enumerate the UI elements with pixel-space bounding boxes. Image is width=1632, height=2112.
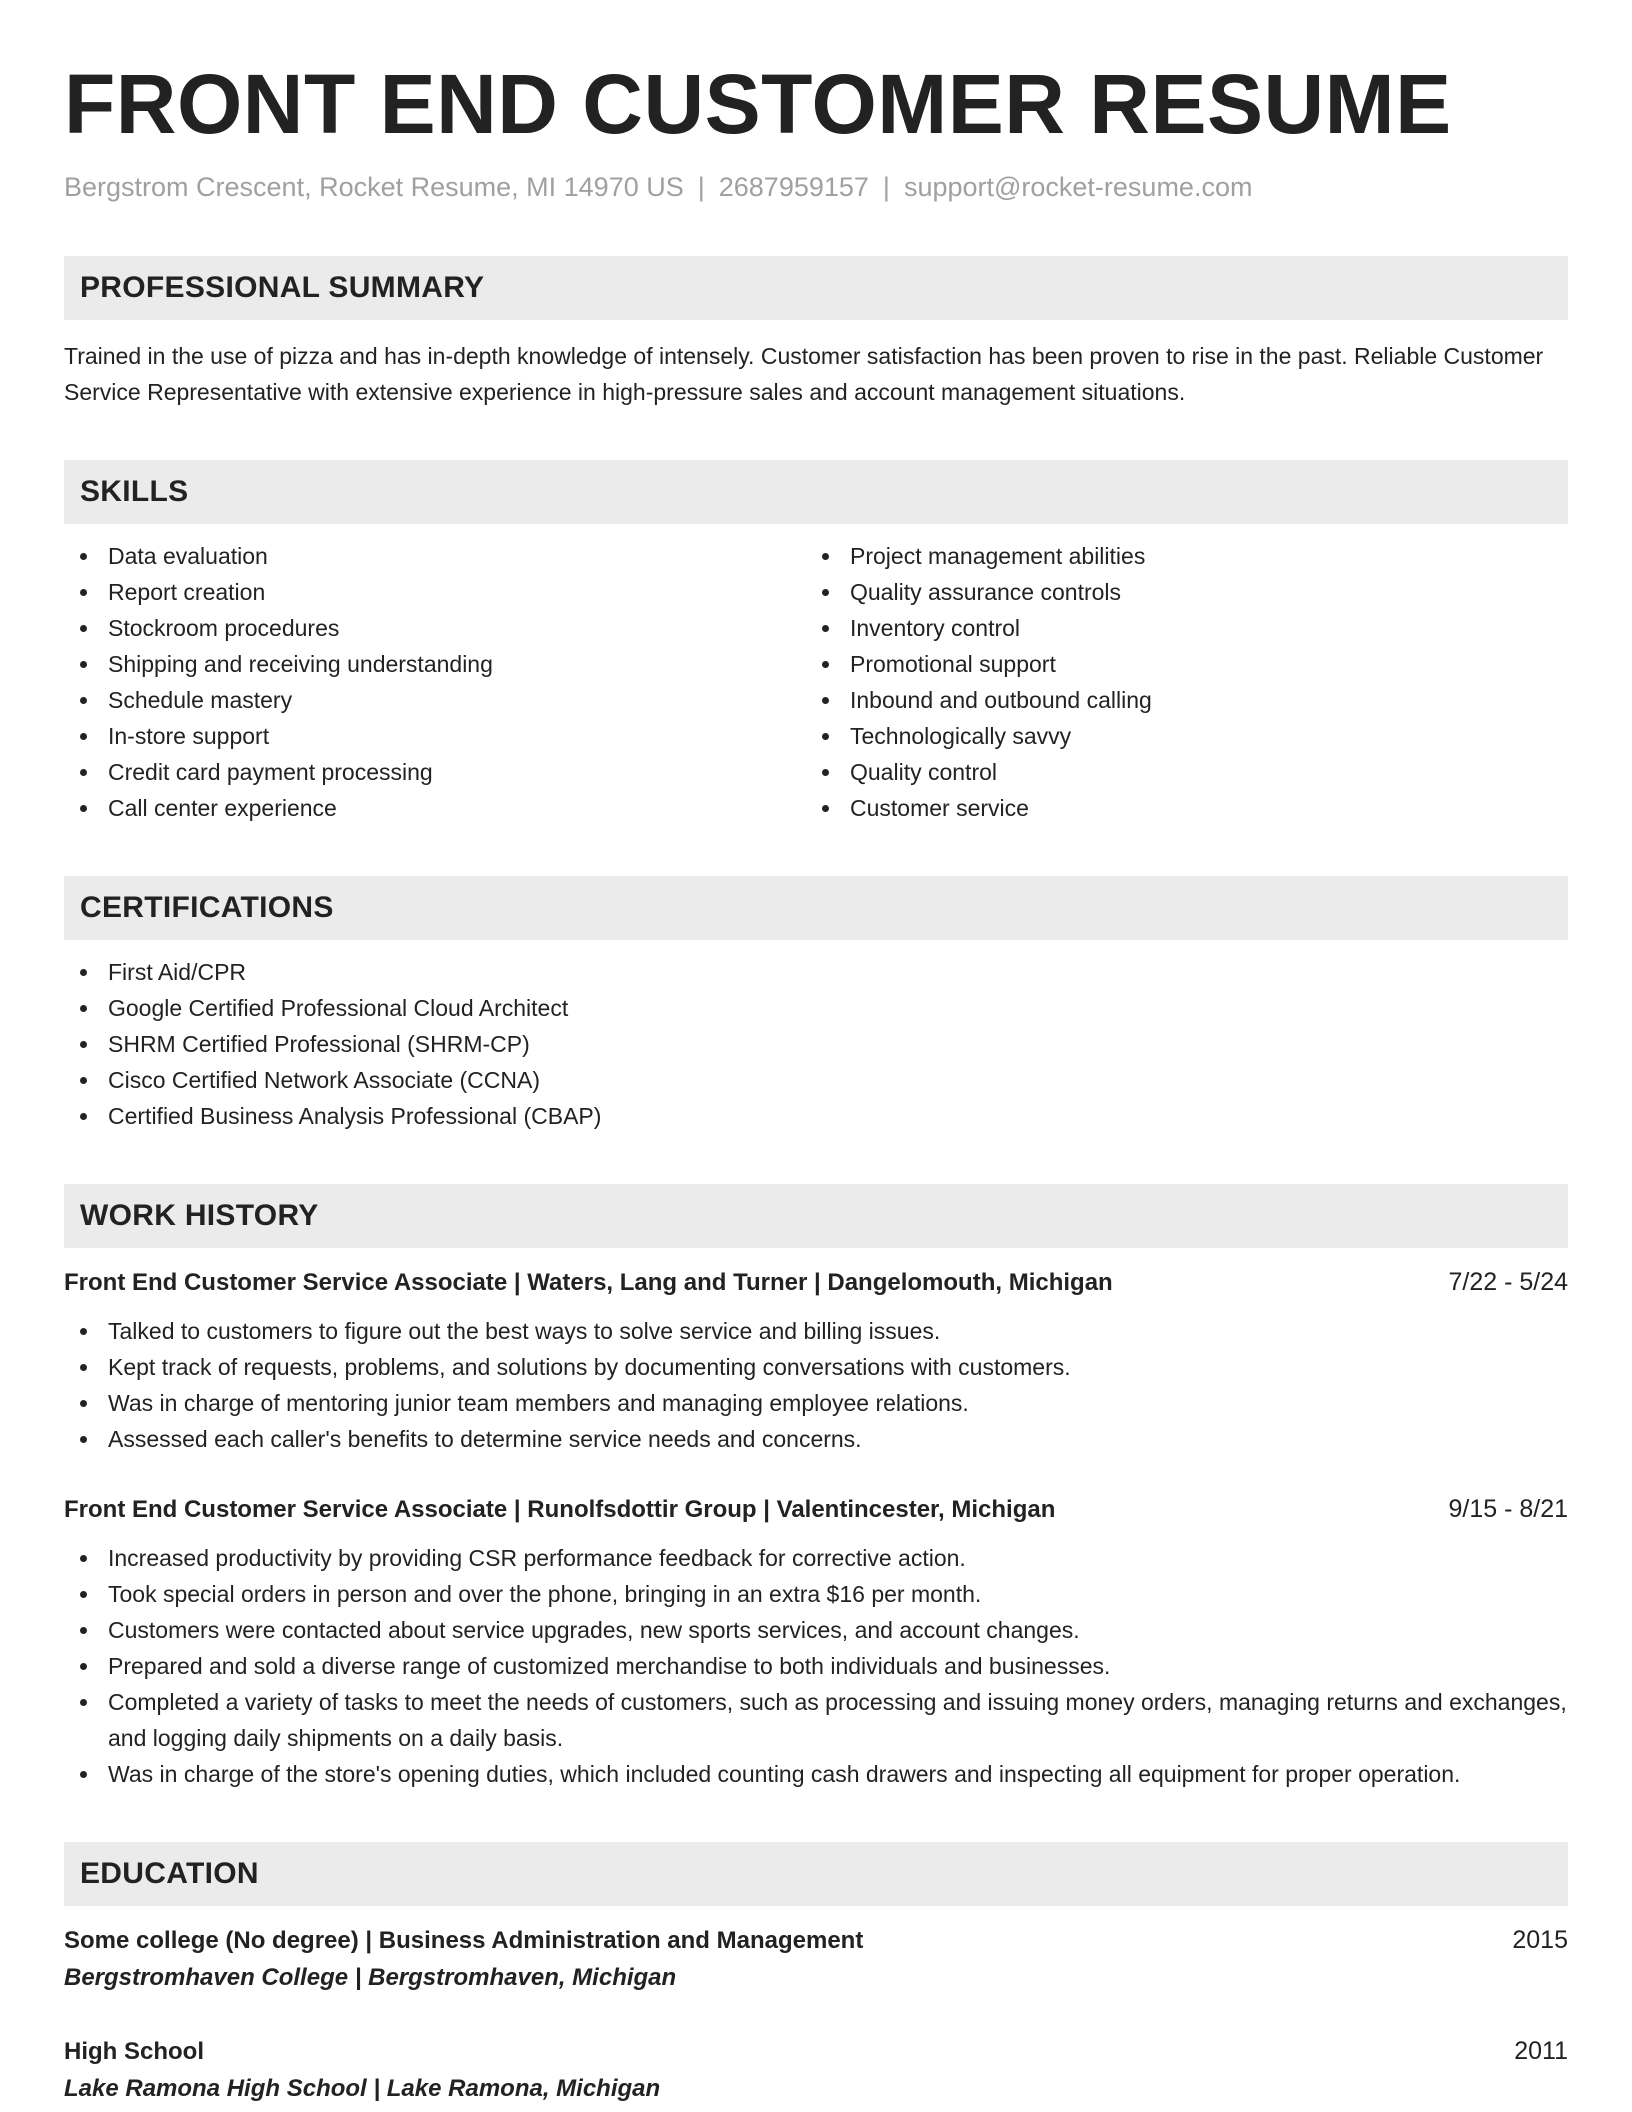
skill-item: Promotional support (806, 646, 1548, 682)
job-bullets (64, 1313, 1568, 1457)
resume-page (64, 56, 1568, 2108)
resume-title: FRONT END CUSTOMER RESUME (64, 57, 1452, 151)
job-bullet: Was in charge of mentoring junior team members and managing employee relations. (64, 1385, 1568, 1421)
education-school: Lake Ramona High School | Lake Ramona, Michigan (64, 2075, 661, 2102)
education-section-title: EDUCATION (80, 1857, 259, 1890)
certifications-section-title: CERTIFICATIONS (80, 891, 334, 924)
work-section-title: WORK HISTORY (80, 1199, 319, 1232)
skill-item: Stockroom procedures (64, 610, 806, 646)
skill-item: Customer service (806, 790, 1548, 826)
skills-section-title: SKILLS (80, 475, 189, 508)
skill-item: Project management abilities (806, 538, 1548, 574)
job-dates: 7/22 - 5/24 (1448, 1268, 1568, 1296)
education-year: 2011 (1514, 2037, 1568, 2065)
skill-item: Report creation (64, 574, 806, 610)
job-heading: Front End Customer Service Associate | Waters, Lang and Turner | Dangelomouth, Michigan (64, 1269, 1113, 1296)
job-bullet: Completed a variety of tasks to meet the needs of customers, such as processing and issuing money orders, managing returns and exchanges, and logging daily shipments on a daily basis. (64, 1684, 1568, 1756)
skill-item: Shipping and receiving understanding (64, 646, 806, 682)
skill-item: Call center experience (64, 790, 806, 826)
job-bullet: Customers were contacted about service upgrades, new sports services, and account changes. (64, 1612, 1568, 1648)
job-heading-row (64, 1491, 1568, 1528)
skills-column-left (64, 538, 806, 826)
work-section-header (64, 1184, 1568, 1248)
job-bullet: Increased productivity by providing CSR performance feedback for corrective action. (64, 1540, 1568, 1576)
education-degree: High School (64, 2038, 204, 2065)
skill-item: Data evaluation (64, 538, 806, 574)
certification-item: Certified Business Analysis Professional (CBAP) (64, 1098, 1568, 1134)
education-section-header (64, 1842, 1568, 1906)
skills-section-header (64, 460, 1568, 524)
job-entry (64, 1491, 1568, 1792)
contact-separator: | (882, 172, 890, 202)
summary-section-title: PROFESSIONAL SUMMARY (80, 271, 485, 304)
contact-email: support@rocket-resume.com (903, 172, 1253, 202)
education-entry (64, 1922, 1568, 1997)
education-degree: Some college (No degree) | Business Administration and Management (64, 1927, 864, 1954)
contact-separator: | (697, 172, 705, 202)
skill-item: Quality control (806, 754, 1548, 790)
contact-address: Bergstrom Crescent, Rocket Resume, MI 14970 US (64, 172, 684, 202)
contact-phone: 2687959157 (718, 172, 869, 202)
education-year: 2015 (1512, 1926, 1568, 1954)
education-entry (64, 2033, 1568, 2108)
job-bullets (64, 1540, 1568, 1792)
skills-column-right (806, 538, 1548, 826)
skill-item: In-store support (64, 718, 806, 754)
certification-item: SHRM Certified Professional (SHRM-CP) (64, 1026, 1568, 1062)
skill-item: Quality assurance controls (806, 574, 1548, 610)
skills-list (64, 538, 1568, 826)
certifications-list (64, 954, 1568, 1134)
job-bullet: Assessed each caller's benefits to determine service needs and concerns. (64, 1421, 1568, 1457)
skill-item: Credit card payment processing (64, 754, 806, 790)
summary-text: Trained in the use of pizza and has in-depth knowledge of intensely. Customer satisfaction has been proven to rise in the past. Reliable Customer Service Representative with extensive experience in high-pressure sales and account management situations. (64, 343, 1544, 405)
education-heading-row (64, 2033, 1568, 2070)
education-school: Bergstromhaven College | Bergstromhaven, Michigan (64, 1964, 677, 1991)
certification-item: First Aid/CPR (64, 954, 1568, 990)
job-heading-row (64, 1264, 1568, 1301)
contact-line (64, 170, 1568, 204)
job-bullet: Took special orders in person and over the phone, bringing in an extra $16 per month. (64, 1576, 1568, 1612)
job-dates: 9/15 - 8/21 (1448, 1495, 1568, 1523)
certification-item: Google Certified Professional Cloud Architect (64, 990, 1568, 1026)
job-bullet: Kept track of requests, problems, and solutions by documenting conversations with customers. (64, 1349, 1568, 1385)
job-heading: Front End Customer Service Associate | Runolfsdottir Group | Valentincester, Michigan (64, 1496, 1056, 1523)
job-bullet: Prepared and sold a diverse range of customized merchandise to both individuals and businesses. (64, 1648, 1568, 1684)
job-bullet: Was in charge of the store's opening duties, which included counting cash drawers and inspecting all equipment for proper operation. (64, 1756, 1568, 1792)
certification-item: Cisco Certified Network Associate (CCNA) (64, 1062, 1568, 1098)
skill-item: Schedule mastery (64, 682, 806, 718)
skill-item: Inventory control (806, 610, 1548, 646)
certifications-section-header (64, 876, 1568, 940)
skill-item: Technologically savvy (806, 718, 1548, 754)
skill-item: Inbound and outbound calling (806, 682, 1548, 718)
summary-section-header (64, 256, 1568, 320)
education-heading-row (64, 1922, 1568, 1959)
job-entry (64, 1264, 1568, 1457)
job-bullet: Talked to customers to figure out the best ways to solve service and billing issues. (64, 1313, 1568, 1349)
